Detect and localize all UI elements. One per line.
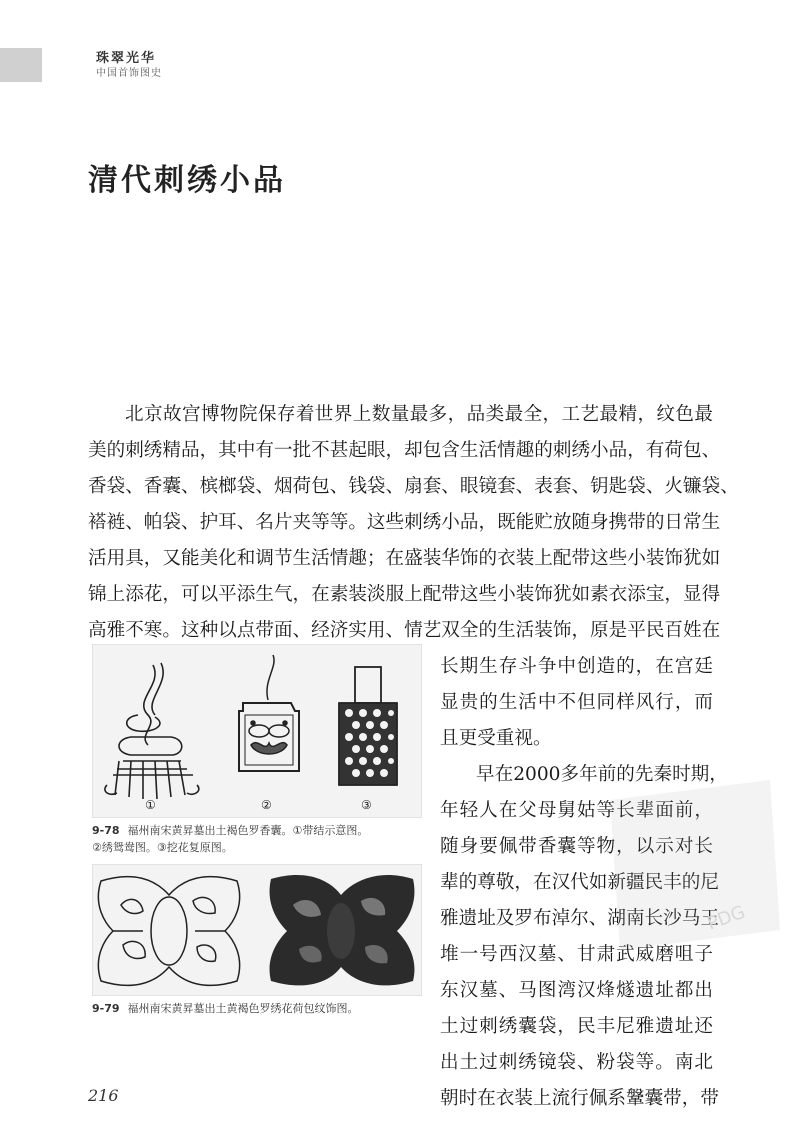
pdg-watermark xyxy=(590,760,790,960)
page-number: 216 xyxy=(88,1086,119,1105)
side-line: 随身要佩带香囊等物，以示对长 xyxy=(440,836,713,857)
side-line: 出土过刺绣镜袋、粉袋等。南北 xyxy=(440,1052,713,1073)
watermark-text: PDG xyxy=(704,901,749,935)
knot-diagram xyxy=(105,663,199,799)
side-line: 且更受重视。 xyxy=(440,728,552,749)
body-line: 活用具，又能美化和调节生活情趣；在盛装华饰的衣装上配带这些小装饰犹如 xyxy=(88,548,721,569)
body-line: 北京故宫博物院保存着世界上数量最多，品类最全，工艺最精，纹色最 xyxy=(125,404,713,425)
body-line: 锦上添花，可以平添生气，在素装淡服上配带这些小装饰犹如素衣添宝，显得 xyxy=(88,584,721,605)
book-subtitle: 中国首饰图史 xyxy=(96,68,162,79)
side-line: 辈的尊敬，在汉代如新疆民丰的尼 xyxy=(440,872,719,893)
side-line: 年轻人在父母舅姑等长辈面前， xyxy=(440,800,713,821)
running-head xyxy=(96,50,162,81)
side-line: 土过刺绣囊袋，民丰尼雅遗址还 xyxy=(440,1016,713,1037)
caption-text: 福州南宋黄昇墓出土黄褐色罗绣花荷包纹饰图。 xyxy=(127,1002,359,1015)
pouch-line-drawing xyxy=(98,877,239,986)
figure-9-79-image xyxy=(92,864,422,996)
body-line: 美的刺绣精品，其中有一批不甚起眼，却包含生活情趣的刺绣小品，有荷包、 xyxy=(88,440,721,461)
side-line: 堆一号西汉墓、甘肃武威磨咀子 xyxy=(440,944,713,965)
body-line: 香袋、香囊、槟榔袋、烟荷包、钱袋、扇套、眼镜套、表套、钥匙袋、火镰袋、 xyxy=(88,476,739,497)
panel-label-2: ② xyxy=(261,798,272,812)
side-line: 朝时在衣装上流行佩系鞶囊带，带 xyxy=(440,1088,719,1109)
side-line: 长期生存斗争中创造的，在宫廷 xyxy=(440,656,713,677)
figure-9-78-image xyxy=(92,644,422,818)
caption-text: 福州南宋黄昇墓出土褐色罗香囊。①带结示意图。 xyxy=(127,824,369,837)
sachet-illustrations xyxy=(93,645,421,817)
pouch-photo xyxy=(270,875,415,985)
body-line: 褡裢、帕袋、护耳、名片夹等等。这些刺绣小品，既能贮放随身携带的日常生 xyxy=(88,512,721,533)
caption-text: ②绣鸳鸯图。③挖花复原图。 xyxy=(92,841,233,854)
side-line: 显贵的生活中不但同样风行，而 xyxy=(440,692,713,713)
panel-label-3: ③ xyxy=(361,798,372,812)
book-title: 珠翠光华 xyxy=(96,51,157,66)
mandarin-duck-embroidery xyxy=(239,655,299,771)
pouch-illustrations xyxy=(93,865,421,995)
figure-number: 9-78 xyxy=(92,824,120,837)
side-line: 东汉墓、马图湾汉烽燧遗址都出 xyxy=(440,980,713,1001)
header-tab-marker xyxy=(0,48,42,82)
figure-9-79-caption xyxy=(92,1000,422,1017)
figure-number: 9-79 xyxy=(92,1002,120,1015)
side-line: 雅遗址及罗布淖尔、湖南长沙马王 xyxy=(440,908,719,929)
body-line: 高雅不寒。这种以点带面、经济实用、情艺双全的生活装饰，原是平民百姓在 xyxy=(88,620,721,641)
side-line: 早在2000多年前的先秦时期， xyxy=(476,764,728,785)
chapter-title: 清代刺绣小品 xyxy=(88,163,286,198)
panel-label-1: ① xyxy=(145,798,156,812)
figure-9-78-caption xyxy=(92,822,422,856)
